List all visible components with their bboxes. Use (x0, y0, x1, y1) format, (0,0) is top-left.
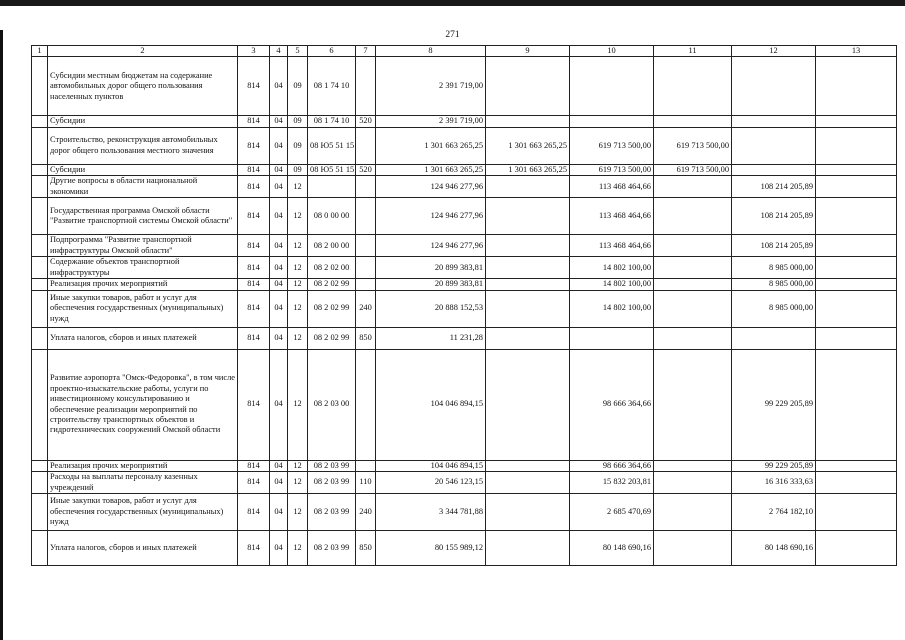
header-cell: 13 (816, 46, 897, 57)
row-index-cell (32, 472, 48, 494)
cell-c6: 08 Ю5 51 15 (308, 127, 356, 164)
cell-c9 (486, 235, 570, 257)
cell-c3: 814 (238, 257, 270, 279)
cell-c9 (486, 279, 570, 290)
table-row (32, 164, 897, 175)
cell-c6: 08 2 03 99 (308, 531, 356, 566)
cell-c3: 814 (238, 57, 270, 116)
cell-c11 (654, 257, 732, 279)
cell-c4: 04 (270, 127, 288, 164)
cell-c13 (816, 290, 897, 327)
table-row (32, 472, 897, 494)
cell-c7 (356, 349, 376, 460)
cell-c10 (570, 57, 654, 116)
table-row (32, 327, 897, 349)
cell-c4: 04 (270, 494, 288, 531)
cell-c4: 04 (270, 327, 288, 349)
cell-c4: 04 (270, 198, 288, 235)
table-row (32, 116, 897, 127)
cell-c8: 20 546 123,15 (376, 472, 486, 494)
cell-c11 (654, 327, 732, 349)
cell-c5: 12 (288, 235, 308, 257)
cell-c9 (486, 176, 570, 198)
cell-c9 (486, 472, 570, 494)
cell-c7: 850 (356, 531, 376, 566)
cell-c12 (732, 116, 816, 127)
cell-c9: 1 301 663 265,25 (486, 127, 570, 164)
cell-c12: 108 214 205,89 (732, 198, 816, 235)
row-name: Субсидии (48, 164, 238, 175)
cell-c5: 12 (288, 460, 308, 471)
cell-c11 (654, 176, 732, 198)
cell-c13 (816, 257, 897, 279)
cell-c3: 814 (238, 235, 270, 257)
cell-c12 (732, 327, 816, 349)
cell-c11 (654, 349, 732, 460)
cell-c10: 113 468 464,66 (570, 176, 654, 198)
row-name: Иные закупки товаров, работ и услуг для обеспечения государственных (муниципальных) нужд (48, 494, 238, 531)
cell-c8: 104 046 894,15 (376, 460, 486, 471)
cell-c8: 20 899 383,81 (376, 257, 486, 279)
cell-c8: 104 046 894,15 (376, 349, 486, 460)
cell-c9 (486, 290, 570, 327)
row-index-cell (32, 164, 48, 175)
cell-c7 (356, 460, 376, 471)
cell-c3: 814 (238, 164, 270, 175)
cell-c11 (654, 494, 732, 531)
cell-c12: 108 214 205,89 (732, 235, 816, 257)
cell-c10: 2 685 470,69 (570, 494, 654, 531)
page-number: 271 (445, 30, 460, 40)
cell-c4: 04 (270, 472, 288, 494)
cell-c6: 08 2 03 99 (308, 460, 356, 471)
cell-c11 (654, 460, 732, 471)
cell-c10: 14 802 100,00 (570, 257, 654, 279)
cell-c11 (654, 57, 732, 116)
cell-c3: 814 (238, 290, 270, 327)
table-row (32, 257, 897, 279)
row-index-cell (32, 531, 48, 566)
cell-c12: 108 214 205,89 (732, 176, 816, 198)
cell-c10 (570, 116, 654, 127)
cell-c3: 814 (238, 176, 270, 198)
cell-c9 (486, 494, 570, 531)
cell-c7 (356, 279, 376, 290)
cell-c8: 1 301 663 265,25 (376, 127, 486, 164)
cell-c5: 12 (288, 257, 308, 279)
cell-c9 (486, 57, 570, 116)
cell-c3: 814 (238, 460, 270, 471)
table-row (32, 494, 897, 531)
cell-c12 (732, 164, 816, 175)
cell-c12: 8 985 000,00 (732, 257, 816, 279)
cell-c13 (816, 198, 897, 235)
row-name: Иные закупки товаров, работ и услуг для обеспечения государственных (муниципальных) нужд (48, 290, 238, 327)
cell-c8: 1 301 663 265,25 (376, 164, 486, 175)
cell-c4: 04 (270, 531, 288, 566)
cell-c6: 08 0 00 00 (308, 198, 356, 235)
cell-c6: 08 2 03 99 (308, 494, 356, 531)
cell-c12 (732, 127, 816, 164)
cell-c10: 113 468 464,66 (570, 235, 654, 257)
cell-c4: 04 (270, 116, 288, 127)
row-name: Расходы на выплаты персоналу казенных учреждений (48, 472, 238, 494)
row-name: Подпрограмма "Развитие транспортной инфраструктуры Омской области" (48, 235, 238, 257)
cell-c10: 14 802 100,00 (570, 290, 654, 327)
table-row (32, 57, 897, 116)
cell-c8: 80 155 989,12 (376, 531, 486, 566)
table-row (32, 349, 897, 460)
cell-c8: 124 946 277,96 (376, 176, 486, 198)
table-row (32, 290, 897, 327)
cell-c11 (654, 235, 732, 257)
cell-c13 (816, 176, 897, 198)
cell-c8: 2 391 719,00 (376, 116, 486, 127)
header-cell: 7 (356, 46, 376, 57)
cell-c5: 09 (288, 164, 308, 175)
cell-c9 (486, 257, 570, 279)
header-cell: 6 (308, 46, 356, 57)
cell-c13 (816, 279, 897, 290)
cell-c9 (486, 198, 570, 235)
cell-c13 (816, 127, 897, 164)
cell-c4: 04 (270, 176, 288, 198)
row-name: Развитие аэропорта "Омск-Федоровка", в том числе проектно-изыскательские работы, услуги по инвестиционному консультированию и обеспечение реализации мероприятий по строительству транспортных объектов и гидротехнических сооружений Омской области (48, 349, 238, 460)
cell-c7: 240 (356, 290, 376, 327)
cell-c4: 04 (270, 460, 288, 471)
scan-top-edge (0, 0, 905, 6)
cell-c13 (816, 235, 897, 257)
cell-c10: 113 468 464,66 (570, 198, 654, 235)
table-row (32, 127, 897, 164)
header-cell: 12 (732, 46, 816, 57)
cell-c13 (816, 116, 897, 127)
cell-c8: 20 899 383,81 (376, 279, 486, 290)
cell-c7 (356, 127, 376, 164)
header-cell: 4 (270, 46, 288, 57)
cell-c6: 08 1 74 10 (308, 57, 356, 116)
cell-c6: 08 2 03 00 (308, 349, 356, 460)
scan-left-edge (0, 30, 3, 640)
row-name: Государственная программа Омской области "Развитие транспортной системы Омской области" (48, 198, 238, 235)
cell-c5: 12 (288, 494, 308, 531)
budget-table (31, 45, 897, 566)
row-index-cell (32, 290, 48, 327)
row-index-cell (32, 57, 48, 116)
cell-c9 (486, 116, 570, 127)
row-index-cell (32, 279, 48, 290)
header-cell: 2 (48, 46, 238, 57)
cell-c8: 3 344 781,88 (376, 494, 486, 531)
cell-c12 (732, 57, 816, 116)
cell-c10: 15 832 203,81 (570, 472, 654, 494)
cell-c11 (654, 198, 732, 235)
cell-c8: 124 946 277,96 (376, 235, 486, 257)
cell-c8: 11 231,28 (376, 327, 486, 349)
cell-c8: 20 888 152,53 (376, 290, 486, 327)
cell-c13 (816, 460, 897, 471)
cell-c5: 12 (288, 176, 308, 198)
header-cell: 3 (238, 46, 270, 57)
row-index-cell (32, 198, 48, 235)
cell-c3: 814 (238, 198, 270, 235)
row-name: Реализация прочих мероприятий (48, 279, 238, 290)
row-index-cell (32, 349, 48, 460)
cell-c7 (356, 198, 376, 235)
cell-c7: 240 (356, 494, 376, 531)
row-name: Реализация прочих мероприятий (48, 460, 238, 471)
cell-c3: 814 (238, 472, 270, 494)
cell-c6 (308, 176, 356, 198)
cell-c13 (816, 472, 897, 494)
cell-c4: 04 (270, 349, 288, 460)
row-index-cell (32, 116, 48, 127)
cell-c7: 520 (356, 116, 376, 127)
row-index-cell (32, 176, 48, 198)
cell-c4: 04 (270, 164, 288, 175)
cell-c3: 814 (238, 127, 270, 164)
cell-c8: 124 946 277,96 (376, 198, 486, 235)
cell-c7: 850 (356, 327, 376, 349)
cell-c6: 08 2 02 00 (308, 257, 356, 279)
cell-c6: 08 2 02 99 (308, 290, 356, 327)
table-row (32, 531, 897, 566)
table-row (32, 279, 897, 290)
cell-c5: 09 (288, 116, 308, 127)
cell-c4: 04 (270, 279, 288, 290)
cell-c6: 08 1 74 10 (308, 116, 356, 127)
cell-c13 (816, 494, 897, 531)
cell-c4: 04 (270, 235, 288, 257)
header-row (32, 46, 897, 57)
cell-c12: 2 764 182,10 (732, 494, 816, 531)
cell-c3: 814 (238, 531, 270, 566)
row-index-cell (32, 494, 48, 531)
header-cell: 1 (32, 46, 48, 57)
table-row (32, 235, 897, 257)
row-index-cell (32, 235, 48, 257)
row-name: Строительство, реконструкция автомобильных дорог общего пользования местного значения (48, 127, 238, 164)
row-name: Содержание объектов транспортной инфраструктуры (48, 257, 238, 279)
cell-c12: 99 229 205,89 (732, 349, 816, 460)
cell-c7: 110 (356, 472, 376, 494)
cell-c9 (486, 460, 570, 471)
cell-c6: 08 2 02 99 (308, 327, 356, 349)
cell-c5: 12 (288, 472, 308, 494)
cell-c6: 08 2 00 00 (308, 235, 356, 257)
cell-c7 (356, 57, 376, 116)
cell-c13 (816, 531, 897, 566)
cell-c5: 12 (288, 531, 308, 566)
table-row (32, 460, 897, 471)
cell-c5: 12 (288, 349, 308, 460)
cell-c10: 619 713 500,00 (570, 164, 654, 175)
cell-c11 (654, 116, 732, 127)
row-name: Другие вопросы в области национальной экономики (48, 176, 238, 198)
cell-c13 (816, 164, 897, 175)
cell-c5: 12 (288, 290, 308, 327)
cell-c7 (356, 176, 376, 198)
cell-c11 (654, 279, 732, 290)
row-name: Субсидии местным бюджетам на содержание автомобильных дорог общего пользования населенных пунктов (48, 57, 238, 116)
header-cell: 9 (486, 46, 570, 57)
row-index-cell (32, 460, 48, 471)
cell-c3: 814 (238, 349, 270, 460)
cell-c12: 8 985 000,00 (732, 290, 816, 327)
cell-c5: 12 (288, 327, 308, 349)
cell-c11 (654, 531, 732, 566)
row-name: Уплата налогов, сборов и иных платежей (48, 531, 238, 566)
cell-c5: 09 (288, 127, 308, 164)
cell-c11 (654, 290, 732, 327)
cell-c13 (816, 327, 897, 349)
cell-c6: 08 Ю5 51 15 (308, 164, 356, 175)
table-row (32, 176, 897, 198)
cell-c8: 2 391 719,00 (376, 57, 486, 116)
cell-c3: 814 (238, 327, 270, 349)
cell-c5: 12 (288, 279, 308, 290)
cell-c4: 04 (270, 290, 288, 327)
row-name: Уплата налогов, сборов и иных платежей (48, 327, 238, 349)
cell-c10 (570, 327, 654, 349)
cell-c10: 80 148 690,16 (570, 531, 654, 566)
cell-c10: 619 713 500,00 (570, 127, 654, 164)
cell-c7 (356, 257, 376, 279)
cell-c5: 09 (288, 57, 308, 116)
header-cell: 10 (570, 46, 654, 57)
cell-c11 (654, 472, 732, 494)
row-index-cell (32, 327, 48, 349)
row-index-cell (32, 257, 48, 279)
cell-c9 (486, 349, 570, 460)
cell-c6: 08 2 02 99 (308, 279, 356, 290)
cell-c4: 04 (270, 257, 288, 279)
cell-c3: 814 (238, 494, 270, 531)
cell-c7 (356, 235, 376, 257)
row-name: Субсидии (48, 116, 238, 127)
cell-c5: 12 (288, 198, 308, 235)
row-index-cell (32, 127, 48, 164)
header-cell: 8 (376, 46, 486, 57)
header-cell: 5 (288, 46, 308, 57)
cell-c12: 16 316 333,63 (732, 472, 816, 494)
cell-c13 (816, 57, 897, 116)
cell-c12: 8 985 000,00 (732, 279, 816, 290)
cell-c9 (486, 327, 570, 349)
cell-c11: 619 713 500,00 (654, 127, 732, 164)
table-row (32, 198, 897, 235)
cell-c3: 814 (238, 116, 270, 127)
cell-c13 (816, 349, 897, 460)
cell-c12: 80 148 690,16 (732, 531, 816, 566)
cell-c9 (486, 531, 570, 566)
header-cell: 11 (654, 46, 732, 57)
cell-c4: 04 (270, 57, 288, 116)
cell-c12: 99 229 205,89 (732, 460, 816, 471)
cell-c10: 98 666 364,66 (570, 460, 654, 471)
cell-c11: 619 713 500,00 (654, 164, 732, 175)
cell-c10: 14 802 100,00 (570, 279, 654, 290)
cell-c10: 98 666 364,66 (570, 349, 654, 460)
cell-c7: 520 (356, 164, 376, 175)
cell-c9: 1 301 663 265,25 (486, 164, 570, 175)
cell-c3: 814 (238, 279, 270, 290)
cell-c6: 08 2 03 99 (308, 472, 356, 494)
